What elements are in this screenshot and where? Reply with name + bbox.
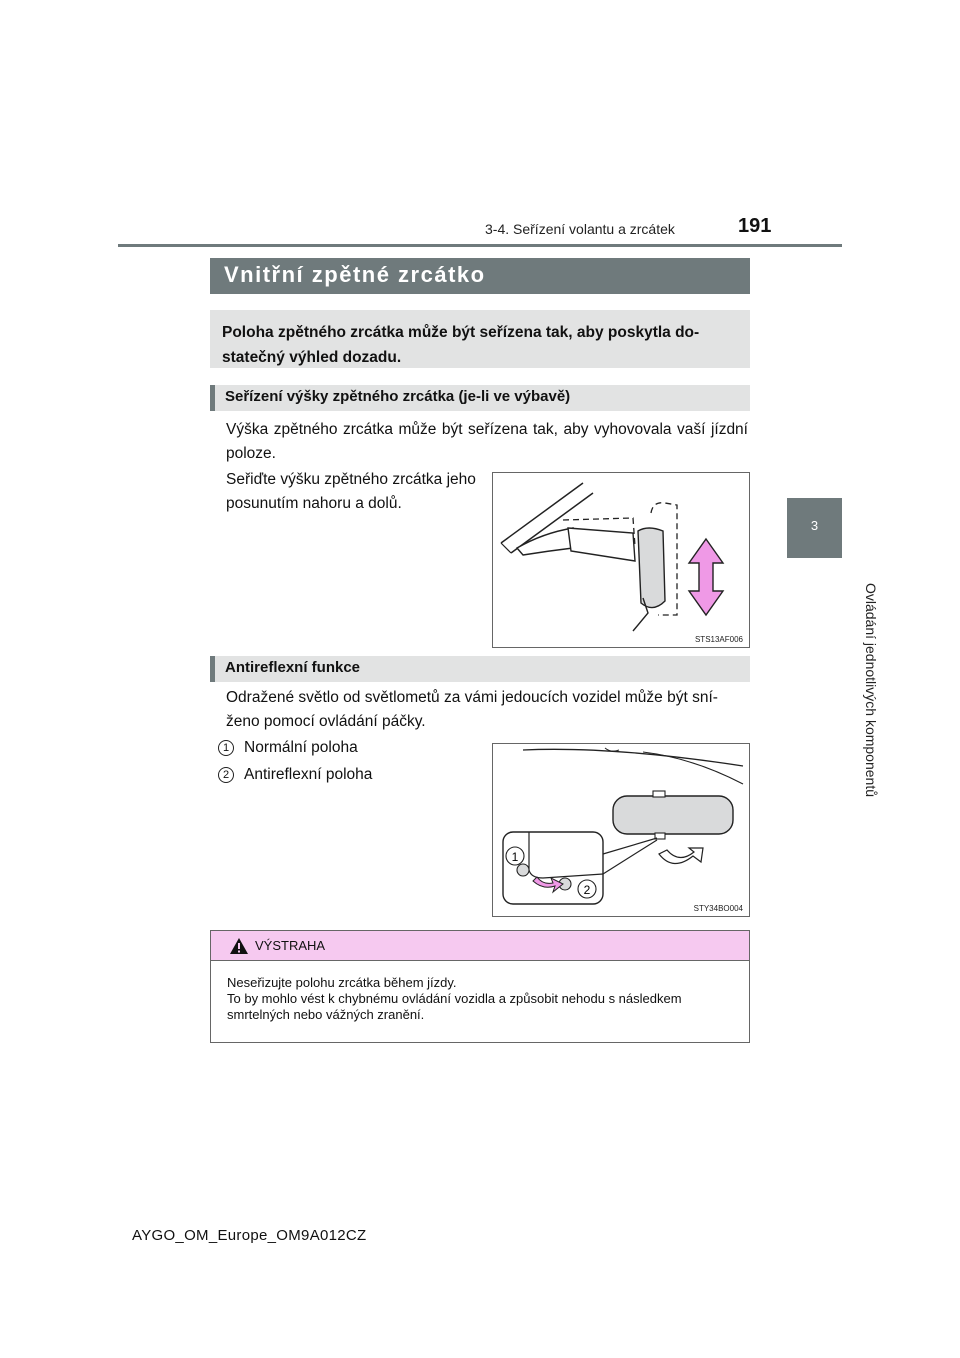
- document-id: AYGO_OM_Europe_OM9A012CZ: [132, 1227, 367, 1244]
- intro-text: Poloha zpětného zrcátka může být seřízena tak, aby poskytla do- statečný výhled dozadu.: [222, 324, 700, 366]
- antiglare-illustration: [493, 744, 749, 916]
- header-rule: [118, 244, 842, 247]
- height-adjust-instruction: Seřiďte výšku zpětného zrcátka jeho posunutím nahoru a dolů.: [226, 471, 476, 512]
- warning-line-1: Neseřizujte polohu zrcátka během jízdy.: [227, 975, 457, 990]
- item-number-badge: 1: [218, 740, 234, 756]
- warning-line-2: To by mohlo vést k chybnému ovládání vozidla a způsobit nehodu s následkem smrtelných nebo vážných zranění.: [227, 991, 682, 1022]
- item-label: Antireflexní poloha: [244, 766, 373, 783]
- antiglare-text: Odražené světlo od světlometů za vámi jedoucích vozidel může být sní- ženo pomocí ovládání páčky.: [226, 689, 718, 730]
- mirror-height-figure: [492, 472, 750, 648]
- height-adjust-text: Výška zpětného zrcátka může být seřízena tak, aby vyhovovala vaší jízdní poloze.: [226, 421, 748, 462]
- page-number: 191: [738, 215, 772, 237]
- warning-header: [211, 931, 749, 961]
- mirror-height-illustration: [493, 473, 749, 647]
- callout-1: 1: [511, 850, 519, 864]
- list-item: [218, 739, 358, 757]
- list-item: [218, 766, 372, 784]
- antiglare-figure: [492, 743, 750, 917]
- section-title: Vnitřní zpětné zrcátko: [210, 258, 750, 294]
- warning-box: [210, 930, 750, 1043]
- callout-2: 2: [583, 883, 591, 897]
- figure-code: STS13AF006: [694, 635, 743, 644]
- chapter-title: 3-4. Seřízení volantu a zrcátek: [485, 221, 675, 237]
- warning-triangle-icon: [229, 937, 249, 955]
- warning-title: VÝSTRAHA: [255, 938, 326, 953]
- item-number-badge: 2: [218, 767, 234, 783]
- figure-code: STY34BO004: [693, 904, 743, 913]
- subheading-antiglare: Antireflexní funkce: [210, 656, 750, 682]
- item-label: Normální poloha: [244, 739, 358, 756]
- subheading-height-adjust: Seřízení výšky zpětného zrcátka (je-li ve výbavě): [210, 385, 750, 411]
- intro-box: [210, 310, 750, 368]
- chapter-side-label: Ovládání jednotlivých komponentů: [863, 582, 879, 798]
- warning-body: [211, 961, 749, 1023]
- chapter-tab-number: 3: [810, 518, 819, 533]
